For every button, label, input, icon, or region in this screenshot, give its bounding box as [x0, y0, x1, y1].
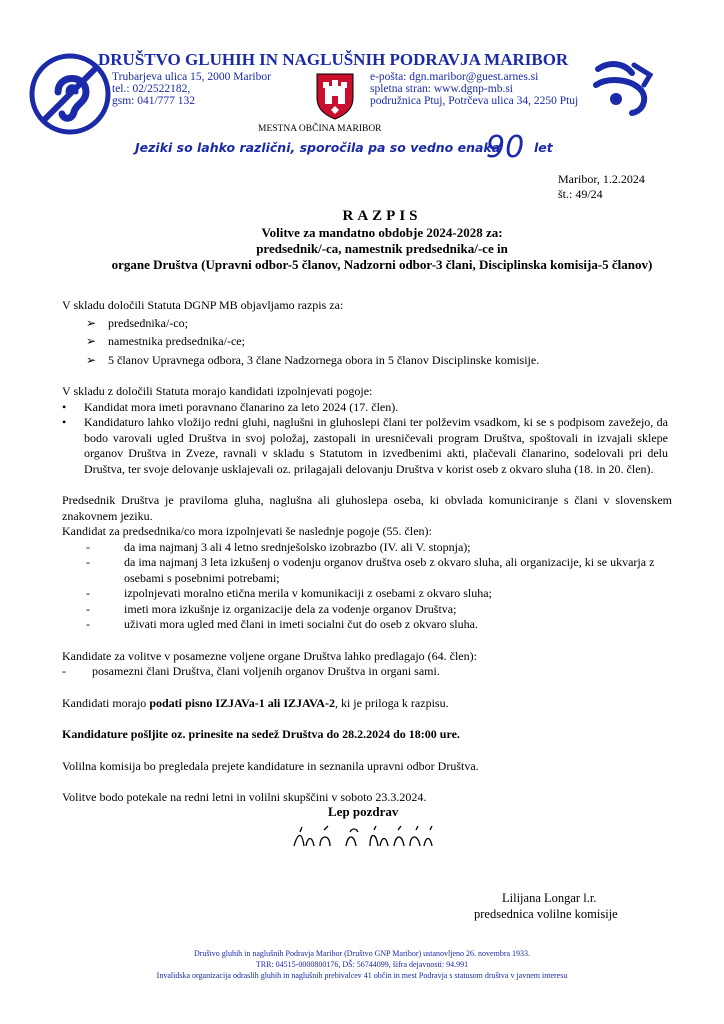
anniversary-word: let — [534, 140, 553, 155]
document-date: Maribor, 1.2.2024 — [558, 172, 645, 186]
list-item: - da ima najmanj 3 ali 4 letno srednješolsko izobrazbo (IV. ali V. stopnja); — [86, 539, 471, 554]
dot-bullet-icon: • — [62, 415, 67, 429]
anniversary-number: 90 — [486, 130, 525, 165]
signatory-name: Lilijana Longar l.r. — [502, 891, 597, 905]
document-body — [62, 298, 672, 806]
header-phone: tel.: 02/2522182, — [112, 83, 191, 95]
closing-greeting: Lep pozdrav — [328, 804, 399, 819]
arrow-bullet-icon: ➢ — [86, 334, 97, 348]
header-branch: podružnica Ptuj, Potrčeva ulica 34, 2250 Ptuj — [370, 95, 579, 107]
header-mobile: gsm: 041/777 132 — [112, 95, 196, 107]
list-item: ➢ 5 članov Upravnega odbora, 3 člane Nadzornega obora in 5 članov Disciplinske komisije. — [86, 352, 540, 367]
header-address: Trubarjeva ulica 15, 2000 Maribor — [112, 71, 271, 83]
document-number: št.: 49/24 — [558, 187, 603, 201]
commission-line: Volilna komisija bo pregledala prejete kandidature in seznanila upravni odbor Društva. — [62, 758, 479, 773]
list-item: - uživati mora ugled med člani in imeti socialni čut do oseb z okvaro sluha. — [86, 617, 478, 631]
deadline-line: Kandidature pošljite oz. prinesite na sedež Društva do 28.2.2024 do 18:00 ure. — [62, 727, 460, 741]
list-item: - da ima najmanj 3 leta izkušenj o vodenju organov društva oseb z okvaro sluha, ali organizacije, ki se ukvarja z osebami s posebnimi potrebami; — [86, 555, 655, 585]
title-line-1: Volitve za mandatno obdobje 2024-2028 za: — [261, 225, 503, 240]
document-title: RAZPIS — [342, 208, 422, 224]
arrow-bullet-icon: ➢ — [86, 315, 97, 330]
list-item: ➢ namestnika predsednika/-ce; — [86, 334, 245, 348]
header-address-block — [112, 71, 271, 107]
header-contact-block — [370, 71, 578, 107]
list-item: • Kandidat mora imeti poravnano članarino za leto 2024 (17. člen). — [62, 399, 399, 414]
motto: Jeziki so lahko različni, sporočila pa so vedno enaka — [135, 140, 501, 155]
coat-of-arms-icon — [315, 72, 355, 120]
title-line-3: organe Društva (Upravni odbor-5 članov, Nadzorni odbor-3 člani, Disciplinska komisija-5 članov) — [111, 257, 653, 272]
list-item: - izpolnjevati moralno etična merila v komunikaciji z osebami z okvaro sluha; — [86, 586, 492, 600]
sign-language-logo-icon — [590, 55, 660, 125]
municipality-label: MESTNA OBČINA MARIBOR — [258, 124, 382, 134]
header-email: e-pošta: dgn.maribor@guest.arnes.si — [370, 71, 539, 83]
header-website: spletna stran: www.dgnp-mb.si — [370, 83, 513, 95]
organization-name: DRUŠTVO GLUHIH IN NAGLUŠNIH PODRAVJA MARIBOR — [98, 50, 569, 69]
arrow-bullet-icon: ➢ — [86, 352, 97, 367]
document-info — [558, 172, 645, 202]
signatory-role: predsednica volilne komisije — [474, 907, 618, 921]
dot-bullet-icon: • — [62, 399, 67, 414]
footer — [62, 948, 662, 981]
list-item: ➢ predsednika/-co; — [86, 315, 188, 330]
list-item: • Kandidaturo lahko vložijo redni gluhi, naglušni in gluhoslepi člani ter polževim vsadkom, ki se s podpisom zavežejo, da bodo varovali ugled Društva in svoj položaj, zastopali in uresničevali program Društva, spoštovali in izvajali sklepe organov Društva in Zveze, ravnali v skladu s Statutom in izvedbenimi akti, plačevali članarino, sodelovali pri delu Društva, ter svoje delovanje usklajevali oz. prilagajali delovanju Društva v korist oseb z okvaro sluha (18. in 20. člen). — [62, 415, 668, 476]
conditions-intro: V skladu z določili Statuta morajo kandidati izpolnjevati pogoje: — [62, 384, 373, 398]
list-item: - posamezni člani Društva, člani voljenih organov Društva in organi sami. — [62, 664, 440, 678]
title-line-2: predsednik/-ca, namestnik predsednika/-ce in — [256, 241, 508, 256]
list-item: - imeti mora izkušnje iz organizacije dela za vodenje organov Društva; — [86, 601, 457, 616]
election-line: Volitve bodo potekale na redni letni in volilni skupščini v soboto 23.3.2024. — [62, 790, 427, 804]
president-paragraph: Predsednik Društva je praviloma gluha, naglušna ali gluhoslepa oseba, ki obvlada komuniciranje s člani v slovenskem znakovnem jeziku. — [62, 493, 672, 523]
signature-block — [474, 890, 618, 922]
president-conditions-list — [62, 540, 672, 633]
intro-text: V skladu določili Statuta DGNP MB objavljamo razpis za: — [62, 298, 344, 312]
president-extra-intro: Kandidat za predsednika/co mora izpolnjevati še naslednje pogoje (55. člen): — [62, 524, 432, 538]
footer-line-2: TRR: 04515-0000800176, DŠ: 56744099, šifra dejavnosti: 94.991 — [255, 960, 469, 969]
positions-list — [62, 316, 672, 369]
title-block — [40, 208, 724, 273]
nominations-intro: Kandidate za volitve v posamezne voljene organe Društva lahko predlagajo (64. člen): — [62, 648, 477, 663]
sign-language-greeting-icon — [290, 824, 440, 854]
statement-line: Kandidati morajo podati pisno IZJAVa-1 ali IZJAVA-2, ki je priloga k razpisu. — [62, 695, 449, 710]
footer-line-3: Invalidska organizacija odraslih gluhih in naglušnih prebivalcev 41 občin in mest Podravja s statusom društva v javnem interesu — [156, 971, 568, 980]
footer-line-1: Društvo gluhih in naglušnih Podravja Maribor (Društvo GNP Maribor) ustanovljeno 26. novembra 1933. — [193, 949, 531, 958]
